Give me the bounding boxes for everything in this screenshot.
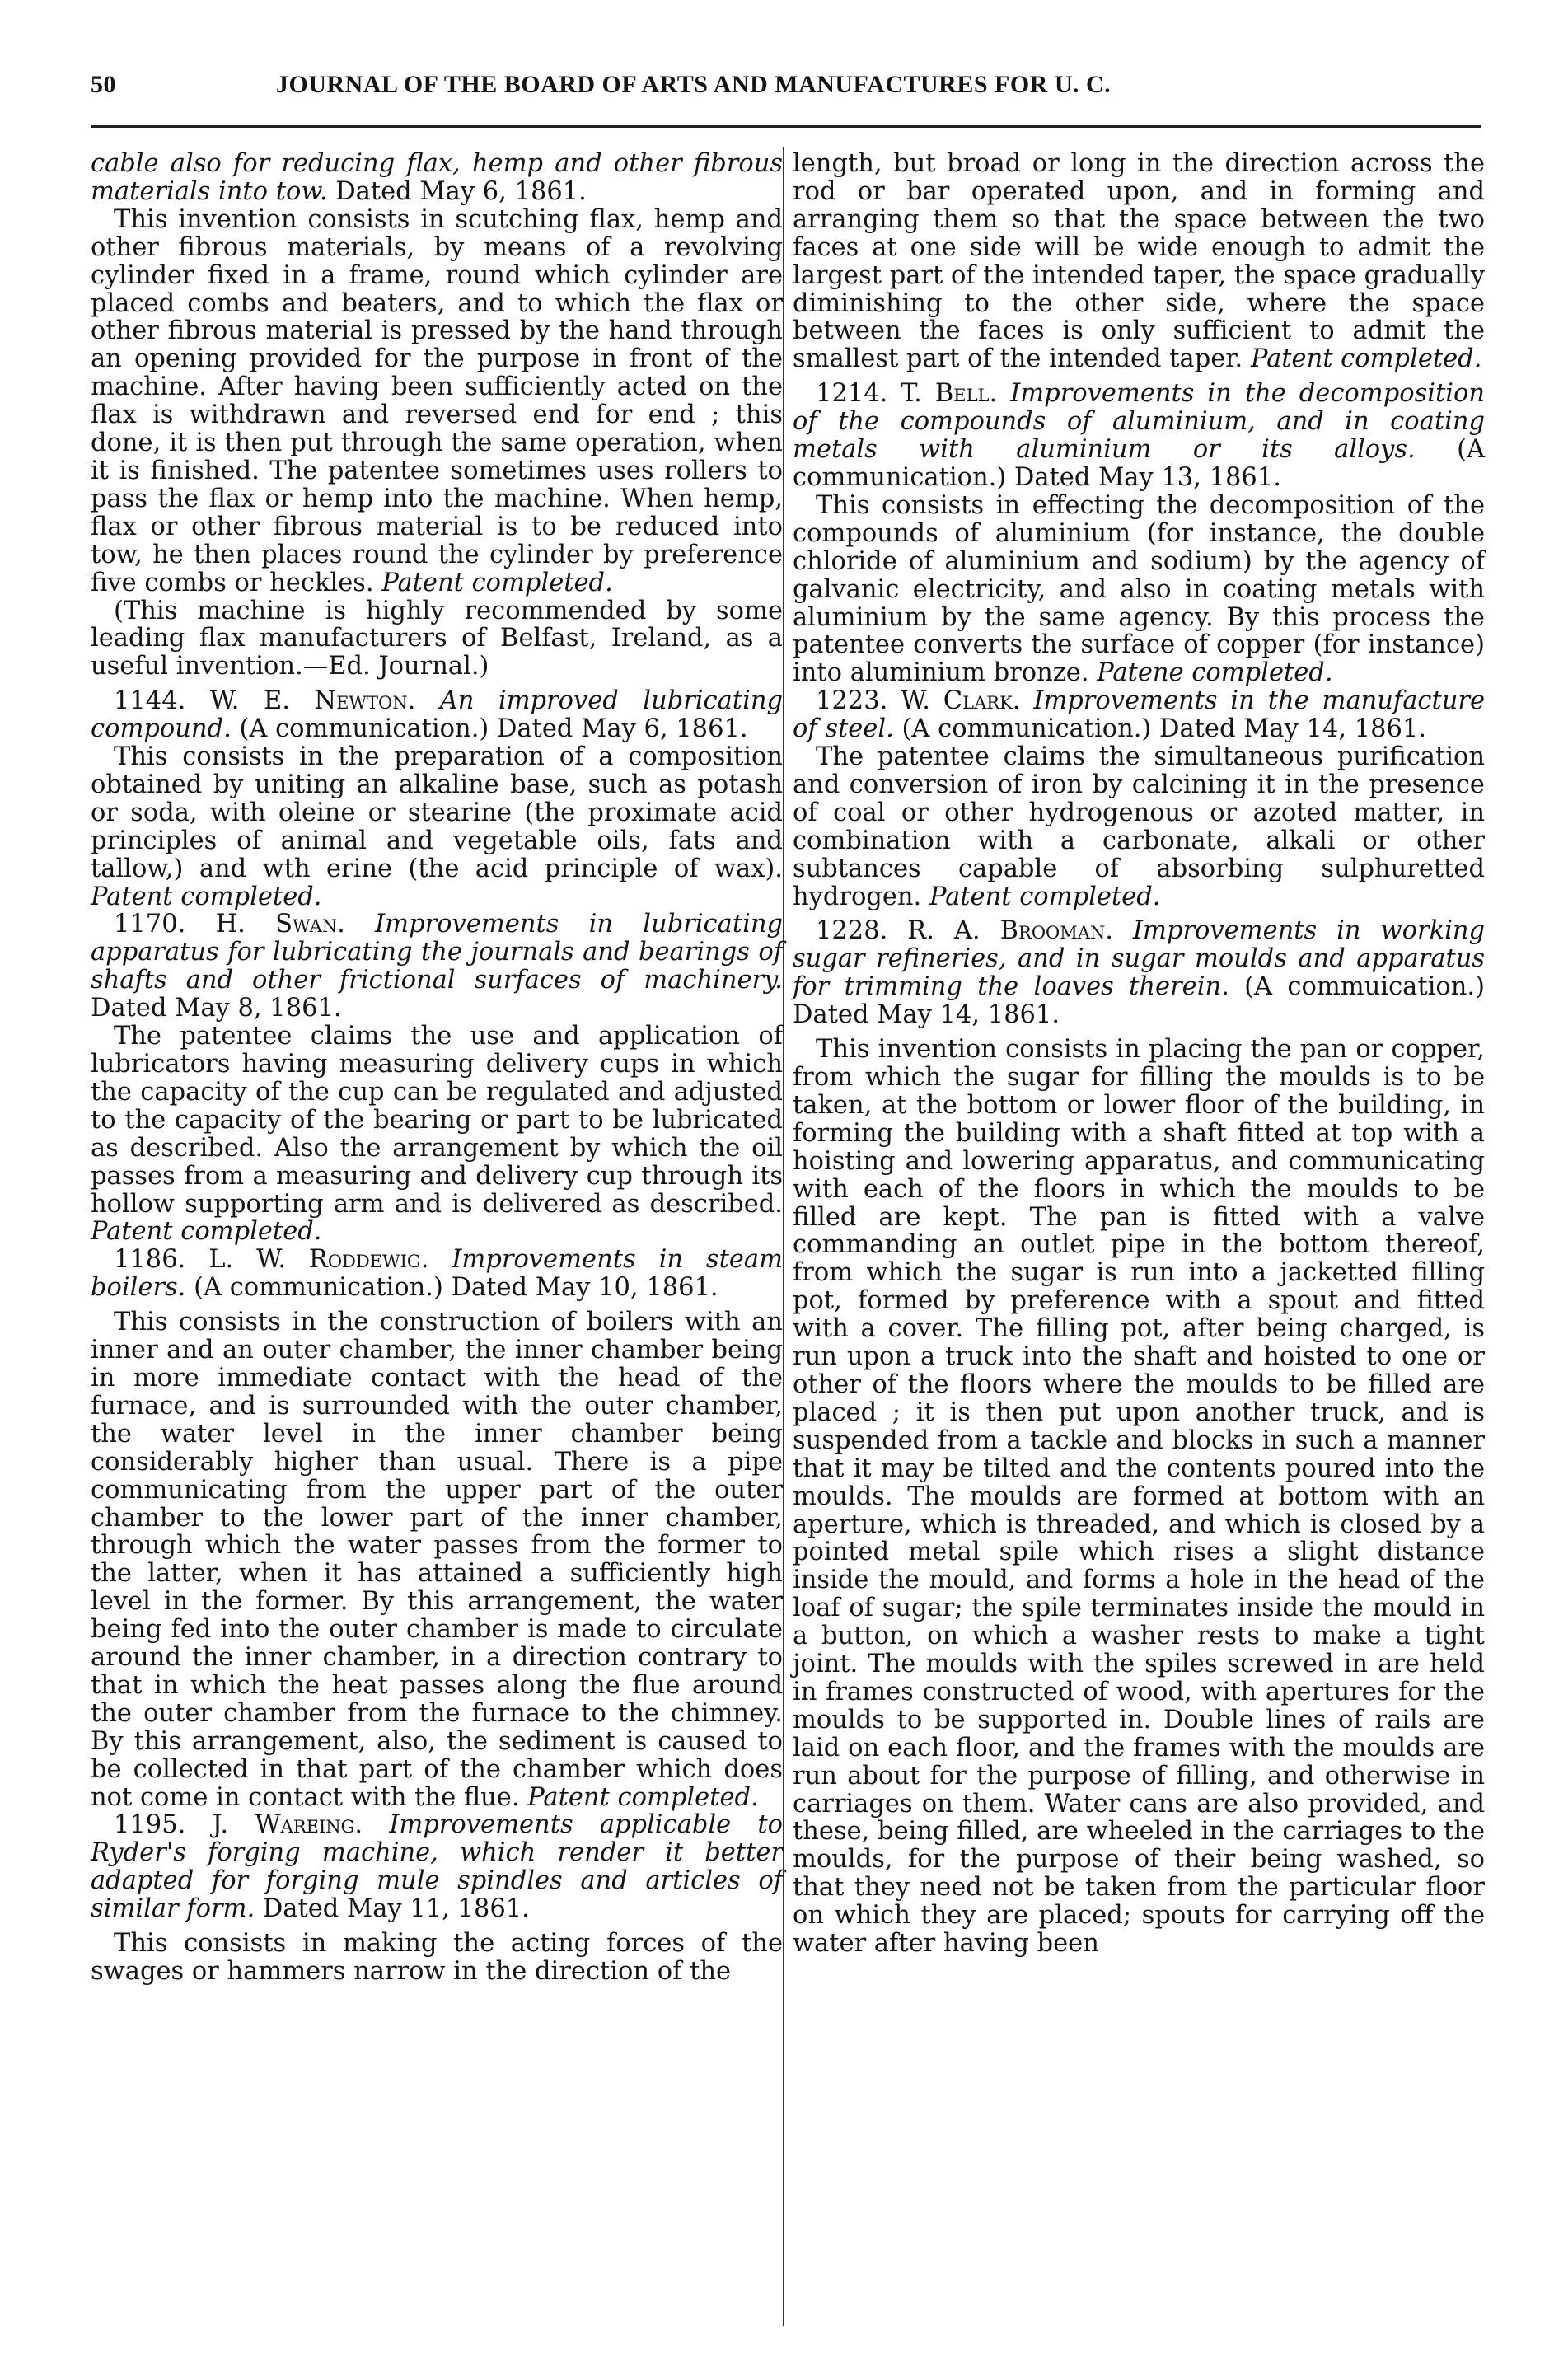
patent-entry-1195: 1195. J. Wareing. Improvements applicable to Ryder's forging machine, which render it better adapted for forging mule spindles and articles of similar form. Dated May 11, 1861. <box>91 1810 784 1924</box>
running-title: JOURNAL OF THE BOARD OF ARTS AND MANUFACTURES FOR U. C. <box>276 71 1112 98</box>
continued-body-1195: length, but broad or long in the direction across the rod or bar operated upon, and in forming and arranging them so that the space between the two faces at one side will be wide enough to admit the largest part of the intended taper, the space gradually diminishing to the other side, where the space between the faces is only sufficient to admit the smallest part of the intended taper. Patent completed. <box>793 149 1485 374</box>
patent-entry-1170: 1170. H. Swan. Improvements in lubricating apparatus for lubricating the journals and bearings of shafts and other frictional surfaces of machinery. Dated May 8, 1861. <box>91 910 783 1023</box>
patent-body-1186: This consists in the construction of boilers with an inner and an outer chamber, the inner chamber being in more immediate contact with the head of the furnace, and is surrounded with the outer chamber, the water level in the inner chamber being considerably higher than usual. There is a pipe communicating from the upper part of the outer chamber to the lower part of the inner chamber, through which the water passes from the former to the latter, when it has attained a sufficiently high level in the former. By this arrangement, the water being fed into the outer chamber is made to circulate around the inner chamber, in a direction contrary to that in which the heat passes along the flue around the outer chamber from the furnace to the chimney. By this arrangement, also, the sediment is caused to be collected in that part of the chamber which does not come in contact with the flue. Patent completed. <box>91 1308 783 1812</box>
patent-entry-1214: 1214. T. Bell. Improvements in the decomposition of the compounds of aluminium, and in coating metals with aluminium or its alloys. (A communication.) Dated May 13, 1861. <box>793 379 1486 492</box>
patent-body-1223: The patentee claims the simultaneous purification and conversion of iron by calcining it in the presence of coal or other hydrogenous or azoted matter, in combination with a carbonate, alkali or other subtances capable of absorbing sulphuretted hydrogen. Patent completed. <box>793 742 1485 911</box>
patent-entry-1144: 1144. W. E. Newton. An improved lubricating compound. (A communication.) Dated May 6, 1861. <box>91 686 783 744</box>
patent-entry-1186: 1186. L. W. Roddewig. Improvements in steam boilers. (A communication.) Dated May 10, 1861. <box>91 1245 783 1303</box>
patent-body-1228: This invention consists in placing the pan or copper, from which the sugar for filling the moulds is to be taken, at the bottom or lower floor of the building, in forming the building with a shaft fitted at top with a hoisting and lowering apparatus, and communicating with each of the floors in which the moulds to be filled are kept. The pan is fitted with a valve commanding an outlet pipe in the bottom thereof, from which the sugar is run into a jacketted filling pot, formed by preference with a spout and fitted with a cover. The filling pot, after being charged, is run upon a truck into the shaft and hoisted to one or other of the floors where the moulds to be filled are placed ; it is then put upon another truck, and is suspended from a tackle and blocks in such a manner that it may be tilted and the contents poured into the moulds. The moulds are formed at bottom with an aperture, which is threaded, and which is closed by a pointed metal spile which rises a slight distance inside the mould, and forms a hole in the head of the loaf of sugar; the spile terminates inside the mould in a button, on which a washer rests to make a tight joint. The moulds with the spiles screwed in are held in frames constructed of wood, with apertures for the moulds to be supported in. Double lines of rails are laid on each floor, and the frames with the moulds are run about for the purpose of filling, and otherwise in carriages on them. Water cans are also provided, and these, being filled, are wheeled in the carriages to the moulds, for the purpose of their being washed, so that they need not be taken from the particular floor on which they are placed; spouts for carrying off the water after having been <box>793 1035 1485 1959</box>
patent-entry-1228: 1228. R. A. Brooman. Improvements in working sugar refineries, and in sugar moulds and apparatus for trimming the loaves therein. (A commuication.) Dated May 14, 1861. <box>793 916 1485 1030</box>
editor-note: (This machine is highly recommended by some leading flax manufacturers of Belfast, Ireland, as a useful invention.—Ed. Journal.) <box>91 596 783 681</box>
page-number: 50 <box>91 71 116 98</box>
scutching-description: This invention consists in scutching flax, hemp and other fibrous materials, by means of a revolving cylinder fixed in a frame, round which cylinder are placed combs and beaters, and to which the flax or other fibrous material is pressed by the hand through an opening provided for the purpose in front of the machine. After having been sufficiently acted on the flax is withdrawn and reversed end for end ; this done, it is then put through the same operation, when it is finished. The patentee sometimes uses rollers to pass the flax or hemp into the machine. When hemp, flax or other fibrous material is to be reduced into tow, he then places round the cylinder by preference five combs or heckles. Patent completed. <box>91 204 783 597</box>
right-column <box>793 150 1485 1958</box>
header-rule <box>91 125 1481 128</box>
continued-entry-title: cable also for reducing flax, hemp and other fibrous materials into tow. Dated May 6, 1861. <box>91 149 783 206</box>
patent-body-1144: This consists in the preparation of a composition obtained by uniting an alkaline base, such as potash or soda, with oleine or stearine (the proximate acid principles of animal and vegetable oils, fats and tallow,) and wth erine (the acid principle of wax). Patent completed. <box>91 742 783 911</box>
patent-entry-1223: 1223. W. Clark. Improvements in the manufacture of steel. (A communication.) Dated May 14, 1861. <box>793 686 1485 744</box>
patent-body-1170: The patentee claims the use and application of lubricators having measuring delivery cups in which the capacity of the cup can be regulated and adjusted to the capacity of the bearing or part to be lubricated as described. Also the arrangement by which the oil passes from a measuring and delivery cup through its hollow supporting arm and is delivered as described. Patent completed. <box>91 1022 783 1247</box>
patent-body-1214: This consists in effecting the decomposition of the compounds of aluminium (for instance, the double chloride of aluminium and sodium) by the agency of galvanic electricity, and also in coating metals with aluminium by the same agency. By this process the patentee converts the surface of copper (for instance) into aluminium bronze. Patene completed. <box>793 490 1485 688</box>
left-column <box>91 150 783 1986</box>
column-divider <box>783 147 784 2326</box>
patent-body-1195: This consists in making the acting forces of the swages or hammers narrow in the direction of the <box>91 1929 783 1986</box>
